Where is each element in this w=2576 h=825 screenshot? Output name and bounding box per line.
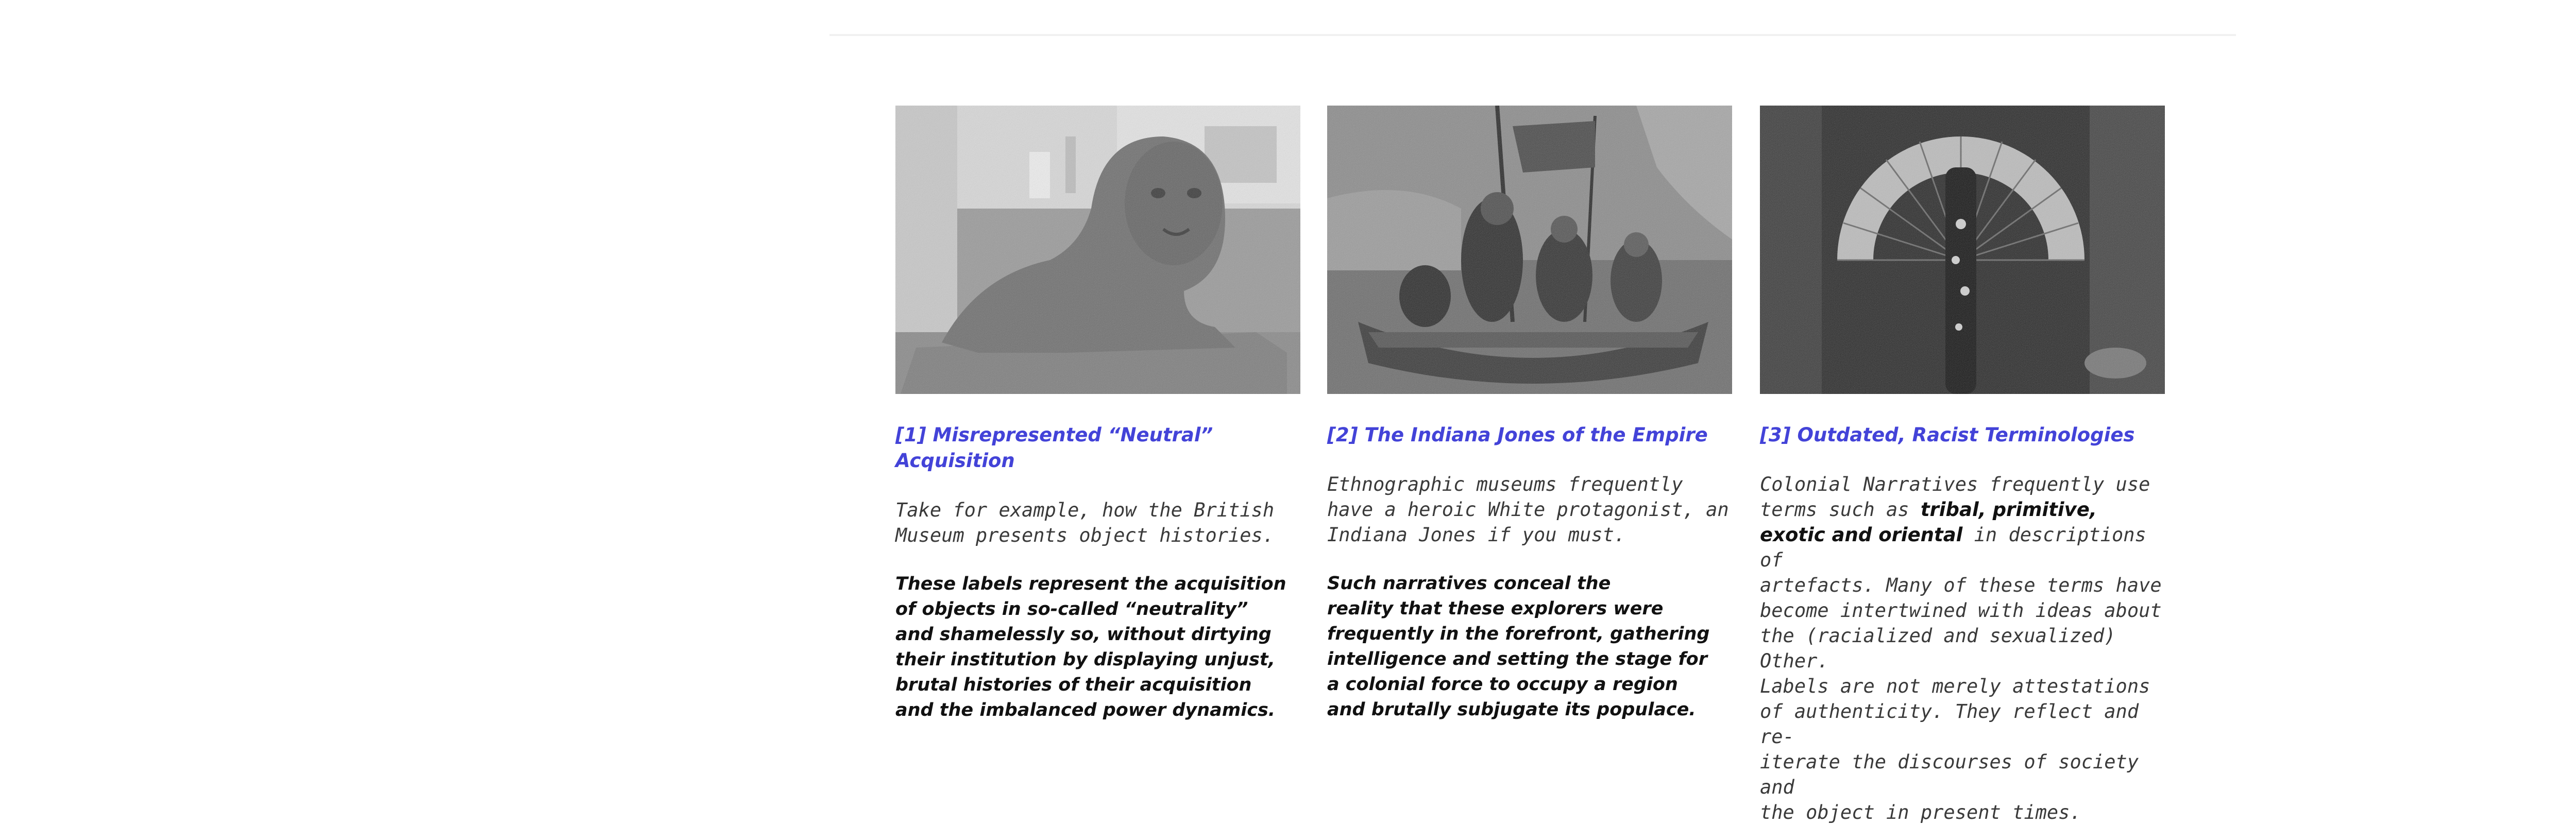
card-title: [3] Outdated, Racist Terminologies <box>1760 424 2135 446</box>
card-title: [1] Misrepresented “Neutral” Acquisition <box>895 424 1213 472</box>
body-text: artefacts. Many of these terms have <box>1760 574 2162 596</box>
fan-artefact-photo <box>1760 106 2165 394</box>
body-text: in descriptions of <box>1760 524 2146 571</box>
lion-sculpture-photo <box>895 106 1300 394</box>
body-text: the (racialized and sexualized) Other. <box>1760 625 2116 672</box>
cards-row <box>895 106 2165 823</box>
explorers-painting-photo <box>1327 106 1732 394</box>
card-emphasis: These labels represent the acquisition of objects in so-called “neutrality” and shamelessly so, without dirtying their institution by displaying unjust, brutal histories of their acquisition and the imbalanced power dynamics. <box>895 574 1286 720</box>
body-bold-terms: exotic and oriental <box>1760 524 1963 546</box>
card-body <box>1760 472 2167 825</box>
body-text: Colonial Narratives frequently use <box>1760 473 2150 495</box>
body-text: Labels are not merely attestations <box>1760 675 2150 697</box>
top-divider <box>829 34 2236 36</box>
body-text: iterate the discourses of society and <box>1760 751 2139 798</box>
card-indiana-jones <box>1327 106 1734 723</box>
card-misrepresented-acquisition <box>895 106 1302 723</box>
body-text: terms such as <box>1760 499 1921 521</box>
body-text: become intertwined with ideas about <box>1760 599 2162 622</box>
card-intro: Take for example, how the British Museum presents object histories. <box>895 499 1275 546</box>
card-racist-terminologies <box>1760 106 2167 825</box>
card-title: [2] The Indiana Jones of the Empire <box>1327 424 1708 446</box>
card-emphasis: Such narratives conceal the reality that these explorers were frequently in the forefront, gathering intelligence and setting the stage for a colonial force to occupy a region and brutally subjugate its populace. <box>1327 573 1710 720</box>
body-text: the object in present times. <box>1760 801 2081 823</box>
card-intro: Ethnographic museums frequently have a heroic White protagonist, an Indiana Jones if you must. <box>1327 473 1729 546</box>
body-bold-terms: tribal, primitive, <box>1920 499 2097 521</box>
body-text: of authenticity. They reflect and re- <box>1760 700 2139 748</box>
